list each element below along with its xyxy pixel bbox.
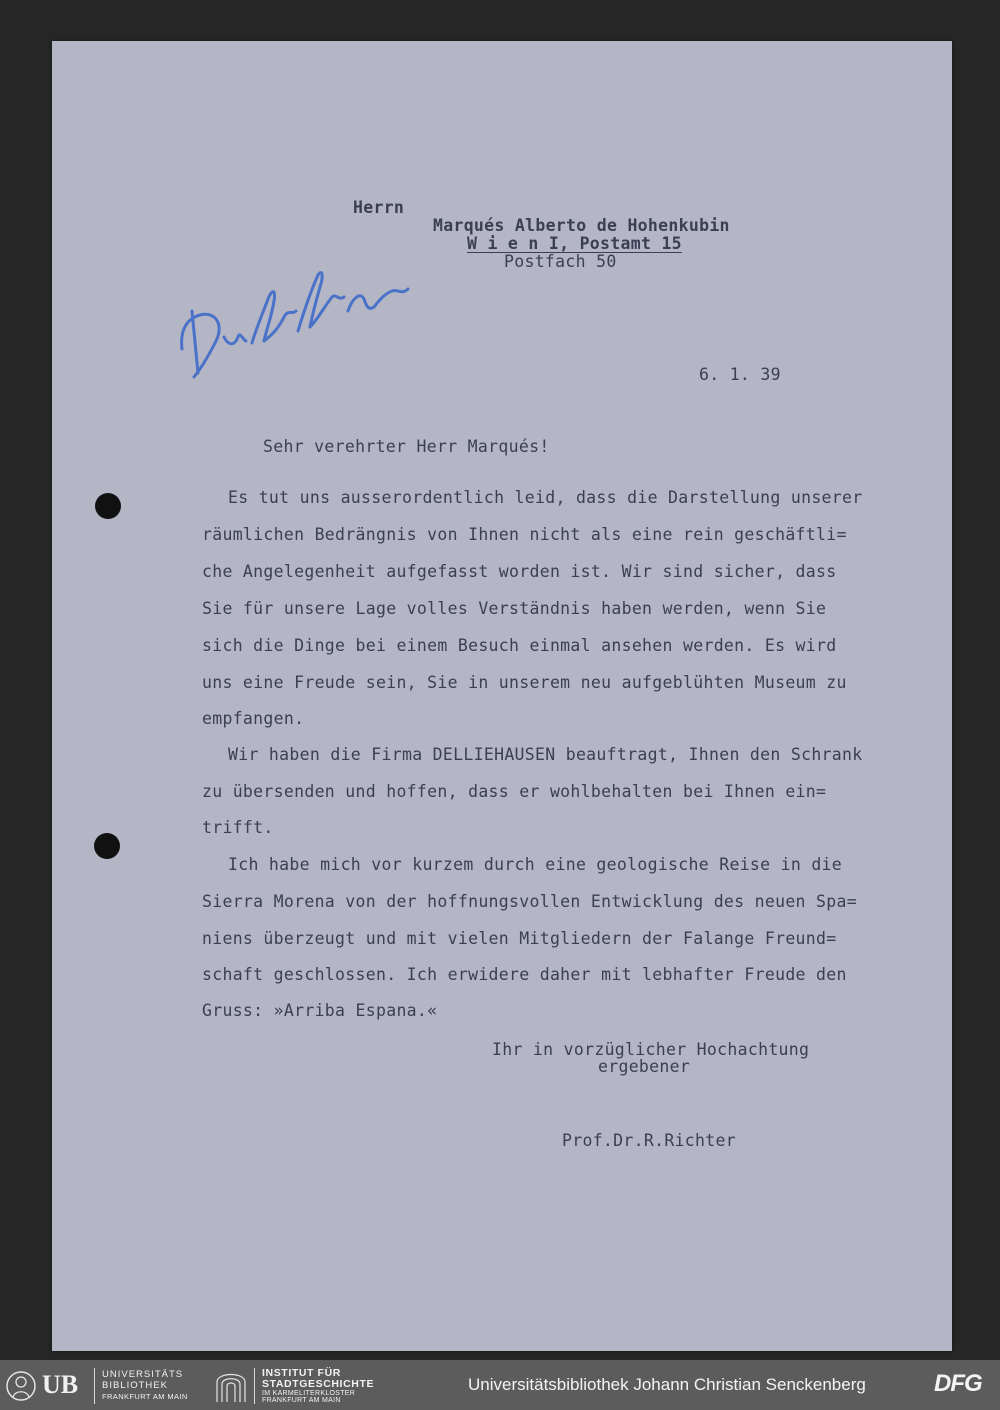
body-line: Sie für unsere Lage volles Verständnis haben werden, wenn Sie: [202, 599, 827, 618]
institut-logo[interactable]: [214, 1368, 404, 1404]
body-line: räumlichen Bedrängnis von Ihnen nicht als eine rein geschäftli=: [202, 525, 847, 544]
recipient-name: Marqués Alberto de Hohenkubin: [433, 216, 730, 235]
ub-line: UNIVERSITÄTS: [102, 1369, 184, 1380]
ub-logo[interactable]: UB UNIVERSITÄTS BIBLIOTHEK FRANKFURT AM MAIN: [6, 1368, 206, 1404]
body-line: zu übersenden und hoffen, dass er wohlbehalten bei Ihnen ein=: [202, 782, 827, 801]
recipient-box: Postfach 50: [504, 252, 617, 271]
inst-line: STADTGESCHICHTE: [262, 1378, 375, 1390]
body-line: schaft geschlossen. Ich erwidere daher mit lebhafter Freude den: [202, 965, 847, 984]
inst-line: IM KARMELITERKLOSTER: [262, 1390, 356, 1397]
ub-seal-icon: [6, 1369, 36, 1403]
punch-hole: [94, 833, 120, 859]
salutation-prefix: Herrn: [353, 198, 405, 217]
handwritten-note: [172, 241, 422, 391]
closing-line: ergebener: [598, 1057, 691, 1076]
cloister-arches-icon: [214, 1368, 248, 1404]
letter-page: [52, 41, 952, 1351]
body-line: uns eine Freude sein, Sie in unserem neu aufgeblühten Museum zu: [202, 673, 847, 692]
inst-line: INSTITUT FÜR: [262, 1367, 341, 1379]
body-line: Ich habe mich vor kurzem durch eine geologische Reise in die: [228, 855, 843, 874]
greeting: Sehr verehrter Herr Marqués!: [263, 437, 550, 456]
ub-line: BIBLIOTHEK: [102, 1380, 168, 1391]
signature: Prof.Dr.R.Richter: [562, 1131, 736, 1150]
body-line: Gruss: »Arriba Espana.«: [202, 1001, 438, 1020]
body-line: sich die Dinge bei einem Besuch einmal ansehen werden. Es wird: [202, 636, 837, 655]
viewer-footer: [0, 1360, 1000, 1410]
letter-date: 6. 1. 39: [699, 365, 781, 384]
body-line: Sierra Morena von der hoffnungsvollen Entwicklung des neuen Spa=: [202, 892, 857, 911]
punch-hole: [95, 493, 121, 519]
library-title[interactable]: Universitätsbibliothek Johann Christian Senckenberg: [468, 1375, 866, 1394]
body-line: Es tut uns ausserordentlich leid, dass die Darstellung unserer: [228, 488, 863, 507]
body-line: empfangen.: [202, 709, 305, 728]
closing-line: Ihr in vorzüglicher Hochachtung: [492, 1040, 810, 1059]
body-line: niens überzeugt und mit vielen Mitgliedern der Falange Freund=: [202, 929, 837, 948]
ub-line: FRANKFURT AM MAIN: [102, 1392, 188, 1401]
body-line: Wir haben die Firma DELLIEHAUSEN beauftragt, Ihnen den Schrank: [228, 745, 863, 764]
body-line: trifft.: [202, 818, 274, 837]
recipient-city: W i e n I, Postamt 15: [467, 234, 682, 253]
dfg-logo[interactable]: DFG: [934, 1370, 982, 1397]
inst-line: FRANKFURT AM MAIN: [262, 1397, 341, 1404]
body-line: che Angelegenheit aufgefasst worden ist. Wir sind sicher, dass: [202, 562, 837, 581]
